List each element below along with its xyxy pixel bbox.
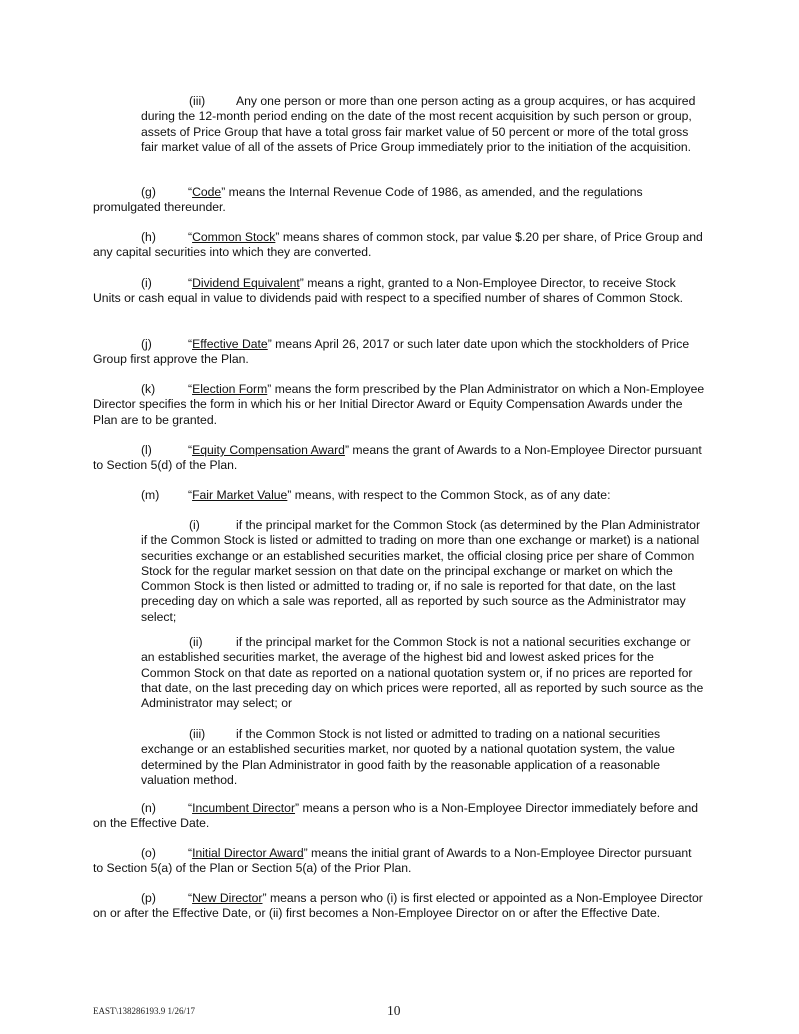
definition-text: ” means April 26, 2017 or such later date upon which the stockholders of Price Group first approve the Plan. <box>93 337 690 367</box>
open-quote: “ <box>188 846 193 860</box>
defined-term: Equity Compensation Award <box>192 443 345 457</box>
definition-k-election-form <box>93 382 705 428</box>
definition-i-dividend-equivalent <box>93 276 705 307</box>
paragraph-label: (h) <box>141 230 156 244</box>
paragraph-label: (iii) <box>189 94 206 108</box>
definition-text: ” means the grant of Awards to a Non-Employee Director pursuant to Section 5(d) of the Plan. <box>93 443 702 473</box>
paragraph-label: (i) <box>189 518 200 532</box>
open-quote: “ <box>188 443 193 457</box>
definition-l-equity-compensation-award <box>93 443 705 474</box>
open-quote: “ <box>188 337 193 351</box>
definition-text: ” means the form prescribed by the Plan Administrator on which a Non-Employee Director specifies the form in which his or her Initial Director Award or Equity Compensation Awards under the Plan are to be granted. <box>93 382 705 427</box>
definition-text: ” means a person who (i) is first elected or appointed as a Non-Employee Director on or after the Effective Date, or (ii) first becomes a Non-Employee Director on or after the Effective Date. <box>93 891 703 921</box>
paragraph-label: (l) <box>141 443 152 457</box>
definition-text: ” means shares of common stock, par value $.20 per share, of Price Group and any capital securities into which they are converted. <box>93 230 703 260</box>
defined-term: Code <box>192 185 222 199</box>
page-number: 10 <box>387 1003 401 1018</box>
paragraph-label: (g) <box>141 185 156 199</box>
defined-term: Common Stock <box>192 230 276 244</box>
paragraph-label: (n) <box>141 801 156 815</box>
paragraph-iii-acquisition <box>141 94 706 155</box>
definition-g-code <box>93 185 705 216</box>
paragraph-label: (p) <box>141 891 156 905</box>
subparagraph-m-i <box>141 518 706 625</box>
open-quote: “ <box>188 230 193 244</box>
definition-m-fair-market-value <box>93 488 705 503</box>
definition-text: ” means, with respect to the Common Stock, as of any date: <box>287 488 611 502</box>
paragraph-label: (i) <box>141 276 152 290</box>
defined-term: Incumbent Director <box>192 801 296 815</box>
defined-term: Initial Director Award <box>192 846 304 860</box>
definition-text: ” means a person who is a Non-Employee Director immediately before and on the Effective Date. <box>93 801 699 831</box>
definition-n-incumbent-director <box>93 801 705 832</box>
paragraph-label: (iii) <box>189 727 206 741</box>
definition-text: ” means the initial grant of Awards to a Non-Employee Director pursuant to Section 5(a) of the Plan or Section 5(a) of the Prior Plan. <box>93 846 692 876</box>
paragraph-text: if the Common Stock is not listed or admitted to trading on a national securities exchange or an established securities market, nor quoted by a national quotation system, the value determined by the Plan Administrator in good faith by the reasonable application of a reasonable valuation method. <box>141 727 675 787</box>
paragraph-label: (o) <box>141 846 156 860</box>
definition-h-common-stock <box>93 230 705 261</box>
open-quote: “ <box>188 185 193 199</box>
subparagraph-m-iii <box>141 727 706 788</box>
defined-term: Dividend Equivalent <box>192 276 300 290</box>
definition-j-effective-date <box>93 337 705 368</box>
paragraph-label: (m) <box>141 488 160 502</box>
paragraph-text: if the principal market for the Common Stock (as determined by the Plan Administrator if the Common Stock is listed or admitted to trading on more than one exchange or market) is a national securities exchange or an established securities market, the official closing price per share of Common Stock for the regular market session on that date on the principal exchange or market on which the Common Stock is then listed or admitted to trading or, if no sale is reported for that date, on the last preceding day on which a sale was reported, all as reported by such source as the Administrator may select; <box>141 518 701 624</box>
open-quote: “ <box>188 276 193 290</box>
definition-text: ” means a right, granted to a Non-Employee Director, to receive Stock Units or cash equal in value to dividends paid with respect to a specified number of shares of Common Stock. <box>93 276 684 306</box>
paragraph-label: (k) <box>141 382 156 396</box>
open-quote: “ <box>188 382 193 396</box>
paragraph-label: (j) <box>141 337 152 351</box>
defined-term: Election Form <box>192 382 268 396</box>
definition-o-initial-director-award <box>93 846 705 877</box>
footer-document-id: EAST\138286193.9 1/26/17 <box>93 1006 196 1016</box>
paragraph-label: (ii) <box>189 635 203 649</box>
definition-p-new-director <box>93 891 705 922</box>
subparagraph-m-ii <box>141 635 706 711</box>
open-quote: “ <box>188 801 193 815</box>
defined-term: New Director <box>192 891 263 905</box>
paragraph-text: Any one person or more than one person acting as a group acquires, or has acquired during the 12-month period ending on the date of the most recent acquisition by such person or group, assets of Price Group that have a total gross fair market value of 50 percent or more of the total gross fair market value of all of the assets of Price Group immediately prior to the initiation of the acquisition. <box>141 94 696 154</box>
defined-term: Effective Date <box>192 337 268 351</box>
defined-term: Fair Market Value <box>192 488 288 502</box>
definition-text: ” means the Internal Revenue Code of 1986, as amended, and the regulations promulgated thereunder. <box>93 185 643 215</box>
open-quote: “ <box>188 488 193 502</box>
paragraph-text: if the principal market for the Common Stock is not a national securities exchange or an established securities market, the average of the highest bid and lowest asked prices for the Common Stock on that date as reported on a national quotation system or, if no prices are reported for that date, on the last preceding day on which prices were reported, all as reported by such source as the Administrator may select; or <box>141 635 704 711</box>
open-quote: “ <box>188 891 193 905</box>
